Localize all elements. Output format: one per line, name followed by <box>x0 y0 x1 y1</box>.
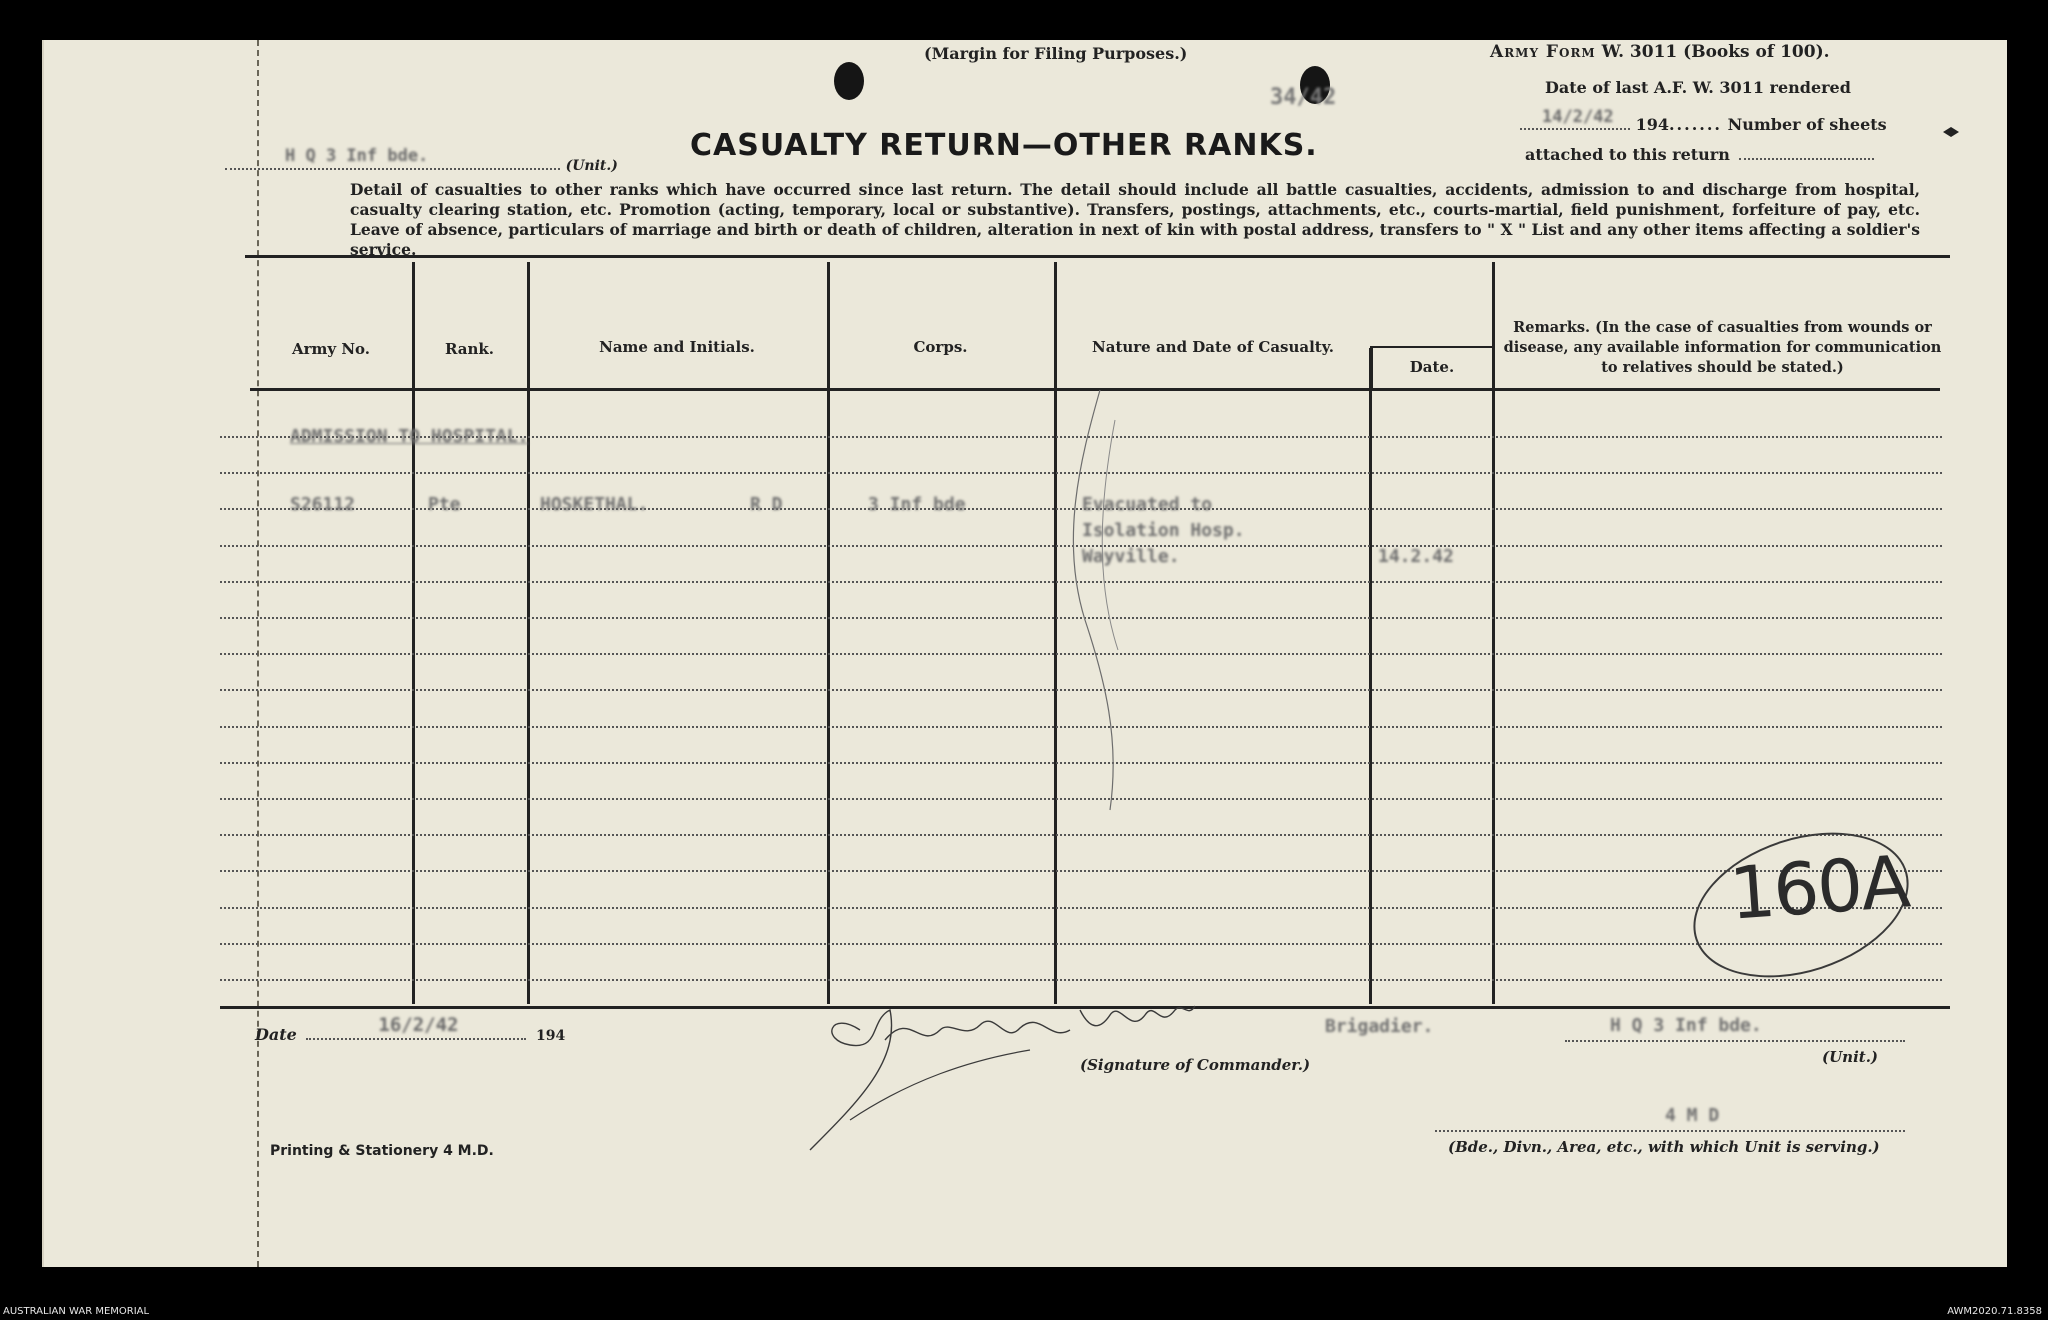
army-form-rest: W. 3011 (Books of 100). <box>1601 42 1830 62</box>
entry-nature-line3: Wayville. <box>1082 546 1180 567</box>
instructions-paragraph: Detail of casualties to other ranks which have occurred since last return. The detail should include all battle casualties, accidents, admission to and discharge from hospital, casualty clearing station, etc. Promotion (acting, temporary, local or substantive). Transfers, postings, attachments, etc., courts-martial, field punishment, forfeiture of pay, etc. Leave of absence, particulars of marriage and birth or death of children, alteration in next of kin with postal address, transfers to " X " List and any other items affecting a soldier's service. <box>350 180 1920 259</box>
signature-caption: (Signature of Commander.) <box>1080 1056 1311 1074</box>
last-rendered-row: 14/2/42 194....... Number of sheets <box>1520 110 1887 134</box>
header-name: Name and Initials. <box>599 338 755 356</box>
folio-number: 160A <box>1726 839 1911 936</box>
entry-date: 14.2.42 <box>1378 546 1454 567</box>
header-date: Date. <box>1409 358 1455 376</box>
attached-label: attached to this return <box>1525 145 1730 164</box>
pencil-stroke <box>1040 380 1160 820</box>
archive-item-id: AWM2020.71.8358 <box>1947 1306 2042 1317</box>
col-divider-1 <box>412 262 415 1004</box>
col-divider-2 <box>527 262 530 1004</box>
signature-text <box>790 970 798 971</box>
header-army-no: Army No. <box>291 340 371 358</box>
unit-label-bottom: (Unit.) <box>1822 1048 1879 1066</box>
signatory-title: Brigadier. <box>1325 1016 1434 1037</box>
header-rank: Rank. <box>444 340 495 358</box>
formation-label: (Bde., Divn., Area, etc., with which Unit is serving.) <box>1448 1138 1880 1156</box>
unit-value-top: H Q 3 Inf bde. <box>285 146 429 166</box>
header-nature: Nature and Date of Casualty. <box>1092 338 1334 356</box>
page-title: CASUALTY RETURN—OTHER RANKS. <box>690 128 1318 163</box>
army-form-prefix: Army Form <box>1490 42 1596 62</box>
entry-nature-line1: Evacuated to <box>1082 494 1213 515</box>
col-divider-3 <box>827 262 830 1004</box>
reference-number: 34/42 <box>1270 85 1337 110</box>
instructions-text <box>240 180 1920 260</box>
ruled-row-line <box>220 907 1942 909</box>
last-rendered-label: Date of last A.F. W. 3011 rendered <box>1545 78 1851 97</box>
table-top-rule <box>245 255 1950 258</box>
section-heading: ADMISSION TO HOSPITAL. <box>290 426 529 447</box>
footer-date-value: 16/2/42 <box>378 1014 459 1036</box>
header-corps: Corps. <box>913 338 968 356</box>
header-remarks: Remarks. (In the case of casualties from wounds or disease, any available information for communication to relatives should be stated.) <box>1503 319 1942 376</box>
printer-imprint: Printing & Stationery 4 M.D. <box>270 1143 494 1159</box>
last-rendered-value: 14/2/42 <box>1542 107 1614 127</box>
last-rendered-year: 194 <box>1635 115 1669 134</box>
footer-year-suffix: 194 <box>535 1028 566 1044</box>
ruled-row-line <box>220 834 1942 836</box>
filing-margin-label: (Margin for Filing Purposes.) <box>924 44 1188 63</box>
ruled-row-line <box>220 943 1942 945</box>
attached-row <box>1525 144 1874 164</box>
footer-date-label: Date <box>255 1025 297 1044</box>
sheets-count-field[interactable] <box>1739 144 1874 160</box>
formation-value: 4 M D <box>1665 1105 1720 1126</box>
archive-institution: AUSTRALIAN WAR MEMORIAL <box>3 1306 150 1317</box>
sheets-label: Number of sheets <box>1727 115 1887 134</box>
entry-initials: R D <box>750 494 783 515</box>
footer-date-field[interactable] <box>306 1014 526 1040</box>
unit-value-bottom: H Q 3 Inf bde. <box>1610 1015 1762 1036</box>
entry-nature-line2: Isolation Hosp. <box>1082 520 1245 541</box>
entry-surname: HOSKETHAL. <box>540 494 649 515</box>
unit-label-top: (Unit.) <box>565 158 618 174</box>
punch-hole-left <box>834 62 864 100</box>
col-divider-5 <box>1369 348 1372 1004</box>
bullet-mark <box>1942 126 1960 138</box>
ruled-row-line <box>220 870 1942 872</box>
unit-field-top <box>225 146 618 174</box>
last-rendered-field[interactable] <box>1520 107 1630 130</box>
army-form-number <box>1490 42 1830 62</box>
unit-input-top[interactable] <box>225 146 560 170</box>
entry-rank: Pte <box>428 494 461 515</box>
entry-corps: 3 Inf bde <box>868 494 966 515</box>
footer-date <box>255 1014 566 1044</box>
entry-army-no: S26112 <box>290 494 356 515</box>
col-divider-6 <box>1492 262 1495 1004</box>
